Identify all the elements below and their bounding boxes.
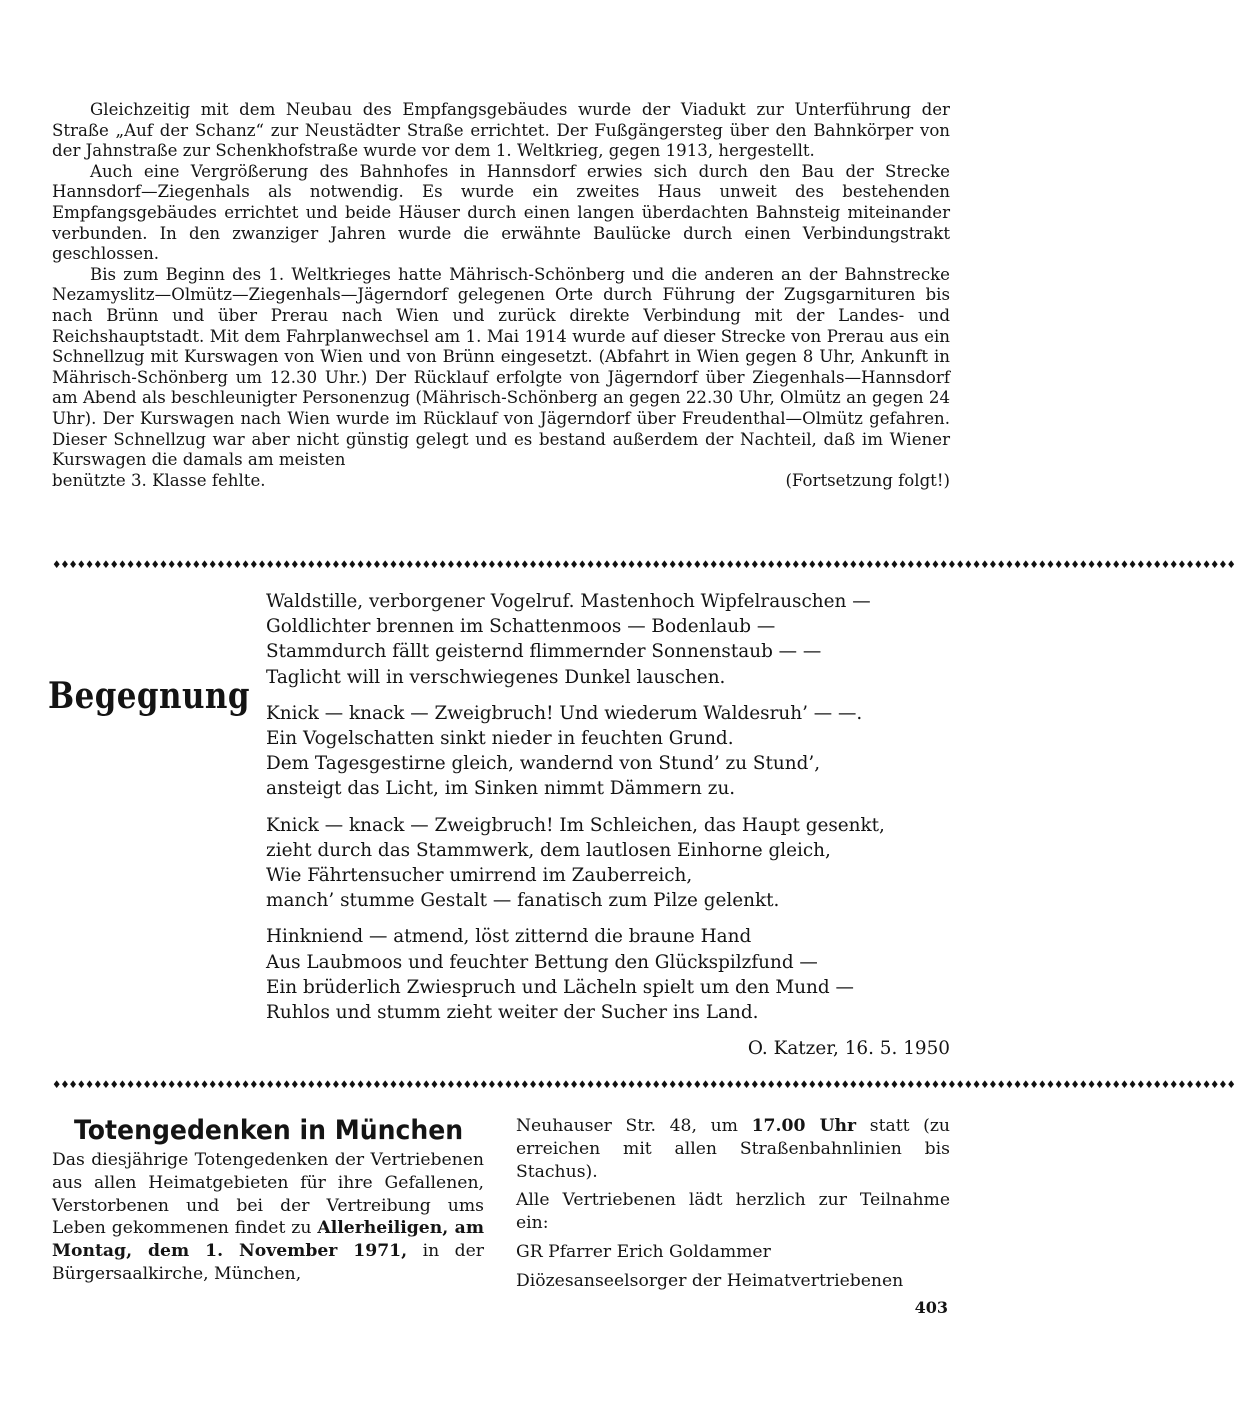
notice-date: Allerheiligen, am Montag, dem 1. November 1971, bbox=[52, 1218, 484, 1262]
poem-line: Ruhlos und stumm zieht weiter der Sucher ins Land. bbox=[266, 1002, 759, 1024]
article-final-line: benützte 3. Klasse fehlte. bbox=[52, 470, 266, 490]
notice-body bbox=[516, 1115, 950, 1183]
notice-right-column bbox=[516, 1115, 950, 1299]
page-number: 403 bbox=[914, 1298, 948, 1317]
poem-line: Ein Vogelschatten sinkt nieder in feuchten Grund. bbox=[266, 728, 734, 750]
article-closing-line bbox=[52, 471, 950, 492]
poem-line: Hinkniend — atmend, löst zitternd die braune Hand bbox=[266, 926, 752, 948]
poem-line: zieht durch das Stammwerk, dem lautlosen Einhorne gleich, bbox=[266, 839, 831, 861]
poem-line: Dem Tagesgestirne gleich, wandernd von Stund’ zu Stund’, bbox=[266, 753, 821, 775]
article-paragraph: Bis zum Beginn des 1. Weltkrieges hatte Mährisch-Schönberg und die anderen an der Bahnstrecke Nezamyslitz—Olmütz—Ziegenhals—Jägerndorf gelegenen Orte durch Führung der Zugsgarnituren bis nach Brünn und über Prerau nach Wien und zurück direkte Verbindung mit der Landes- und Reichshauptstadt. Mit dem Fahrplanwechsel am 1. Mai 1914 wurde auf dieser Strecke von Prerau aus ein Schnellzug mit Kurswagen von Wien und von Brünn eingesetzt. (Abfahrt in Wien gegen 8 Uhr, Ankunft in Mährisch-Schönberg um 12.30 Uhr.) Der Rücklauf erfolgte von Jägerndorf über Ziegenhals—Hannsdorf am Abend als beschleunigter Personenzug (Mährisch-Schönberg an gegen 22.30 Uhr, Olmütz an gegen 24 Uhr). Der Kurswagen nach Wien wurde im Rücklauf von Jägerndorf über Freudenthal—Olmütz gefahren. Dieser Schnellzug war aber nicht günstig gelegt und es bestand außerdem der Nachteil, daß im Wiener Kurswagen die damals am meisten bbox=[52, 264, 950, 470]
poem-stanza bbox=[266, 589, 950, 690]
notice-title: Totengedenken in München bbox=[74, 1115, 464, 1146]
notice-text: Neuhauser Str. 48, um bbox=[516, 1116, 752, 1136]
poem bbox=[266, 589, 950, 1061]
poem-line: Taglicht will in verschwiegenes Dunkel lauschen. bbox=[266, 666, 726, 688]
article-paragraph: Gleichzeitig mit dem Neubau des Empfangsgebäudes wurde der Viadukt zur Unterführung der Straße „Auf der Schanz“ zur Neustädter Straße errichtet. Der Fußgängersteg über den Bahnkörper von der Jahnstraße zur Schenkhofstraße wurde vor dem 1. Weltkrieg, gegen 1913, hergestellt. bbox=[52, 100, 950, 161]
poem-stanza bbox=[266, 701, 950, 802]
ornamental-divider: ♦♦♦♦♦♦♦♦♦♦♦♦♦♦♦♦♦♦♦♦♦♦♦♦♦♦♦♦♦♦♦♦♦♦♦♦♦♦♦♦♦♦♦♦♦♦♦♦♦♦♦♦♦♦♦♦♦♦♦♦♦♦♦♦♦♦♦♦♦♦♦♦♦♦♦♦♦♦♦♦♦♦♦♦♦♦♦♦♦♦♦♦♦♦♦♦♦♦♦♦♦♦♦♦♦♦♦♦♦♦♦♦♦♦♦♦♦♦♦♦♦♦♦♦♦♦♦♦♦♦♦♦♦♦♦♦♦♦♦♦♦♦♦♦ bbox=[52, 559, 1235, 571]
poem-signature: O. Katzer, 16. 5. 1950 bbox=[747, 1038, 950, 1060]
poem-line: Goldlichter brennen im Schattenmoos — Bodenlaub — bbox=[266, 616, 776, 638]
poem-line: Waldstille, verborgener Vogelruf. Mastenhoch Wipfelrauschen — bbox=[266, 591, 871, 612]
notice-text: Das diesjährige Totengedenken der Vertriebenen aus allen Heimatgebieten für ihre Gefallenen, Verstorbenen und bei der Vertreibung ums Leben gekommenen findet zu bbox=[52, 1150, 484, 1239]
continuation-note: (Fortsetzung folgt!) bbox=[785, 470, 950, 490]
notice-body bbox=[52, 1149, 484, 1286]
poem-line: ansteigt das Licht, im Sinken nimmt Dämmern zu. bbox=[266, 778, 736, 800]
notice-left-column bbox=[52, 1113, 484, 1286]
ornamental-divider: ♦♦♦♦♦♦♦♦♦♦♦♦♦♦♦♦♦♦♦♦♦♦♦♦♦♦♦♦♦♦♦♦♦♦♦♦♦♦♦♦♦♦♦♦♦♦♦♦♦♦♦♦♦♦♦♦♦♦♦♦♦♦♦♦♦♦♦♦♦♦♦♦♦♦♦♦♦♦♦♦♦♦♦♦♦♦♦♦♦♦♦♦♦♦♦♦♦♦♦♦♦♦♦♦♦♦♦♦♦♦♦♦♦♦♦♦♦♦♦♦♦♦♦♦♦♦♦♦♦♦♦♦♦♦♦♦♦♦♦♦♦♦♦♦ bbox=[52, 1079, 1235, 1091]
poem-line: Wie Fährtensucher umirrend im Zauberreich, bbox=[266, 865, 693, 887]
poem-line: Knick — knack — Zweigbruch! Und wiederum Waldesruh’ — —. bbox=[266, 702, 863, 724]
notice-signer-role: Diözesanseelsorger der Heimatvertriebenen bbox=[516, 1270, 904, 1291]
notice-invitation: Alle Vertriebenen lädt herzlich zur Teilnahme ein: bbox=[516, 1190, 950, 1234]
article-paragraph: Auch eine Vergrößerung des Bahnhofes in Hannsdorf erwies sich durch den Bau der Strecke Hannsdorf—Ziegenhals als notwendig. Es wurde ein zweites Haus unweit des bestehenden Empfangsgebäudes errichtet und beide Häuser durch einen langen überdachten Bahnsteig miteinander verbunden. In den zwanziger Jahren wurde die erwähnte Baulücke durch einen Verbindungstrakt geschlossen. bbox=[52, 161, 950, 264]
poem-line: Aus Laubmoos und feuchter Bettung den Glückspilzfund — bbox=[266, 951, 818, 973]
notice-text: statt (zu erreichen mit allen Straßenbahnlinien bis Stachus). bbox=[516, 1116, 950, 1182]
notice-text: in der Bürgersaalkirche, München, bbox=[52, 1241, 484, 1284]
poem-stanza bbox=[266, 813, 950, 914]
notice-signer: GR Pfarrer Erich Goldammer bbox=[516, 1241, 771, 1262]
poem-title: Begegnung bbox=[48, 675, 250, 717]
poem-line: Stammdurch fällt geisternd flimmernder Sonnenstaub — — bbox=[266, 641, 822, 663]
notice-time: 17.00 Uhr bbox=[751, 1116, 857, 1136]
poem-line: Knick — knack — Zweigbruch! Im Schleichen, das Haupt gesenkt, bbox=[266, 814, 885, 836]
article-continuation bbox=[52, 100, 950, 491]
poem-line: Ein brüderlich Zwiespruch und Lächeln spielt um den Mund — bbox=[266, 976, 854, 998]
poem-stanza bbox=[266, 924, 950, 1025]
poem-line: manch’ stumme Gestalt — fanatisch zum Pilze gelenkt. bbox=[266, 890, 780, 912]
